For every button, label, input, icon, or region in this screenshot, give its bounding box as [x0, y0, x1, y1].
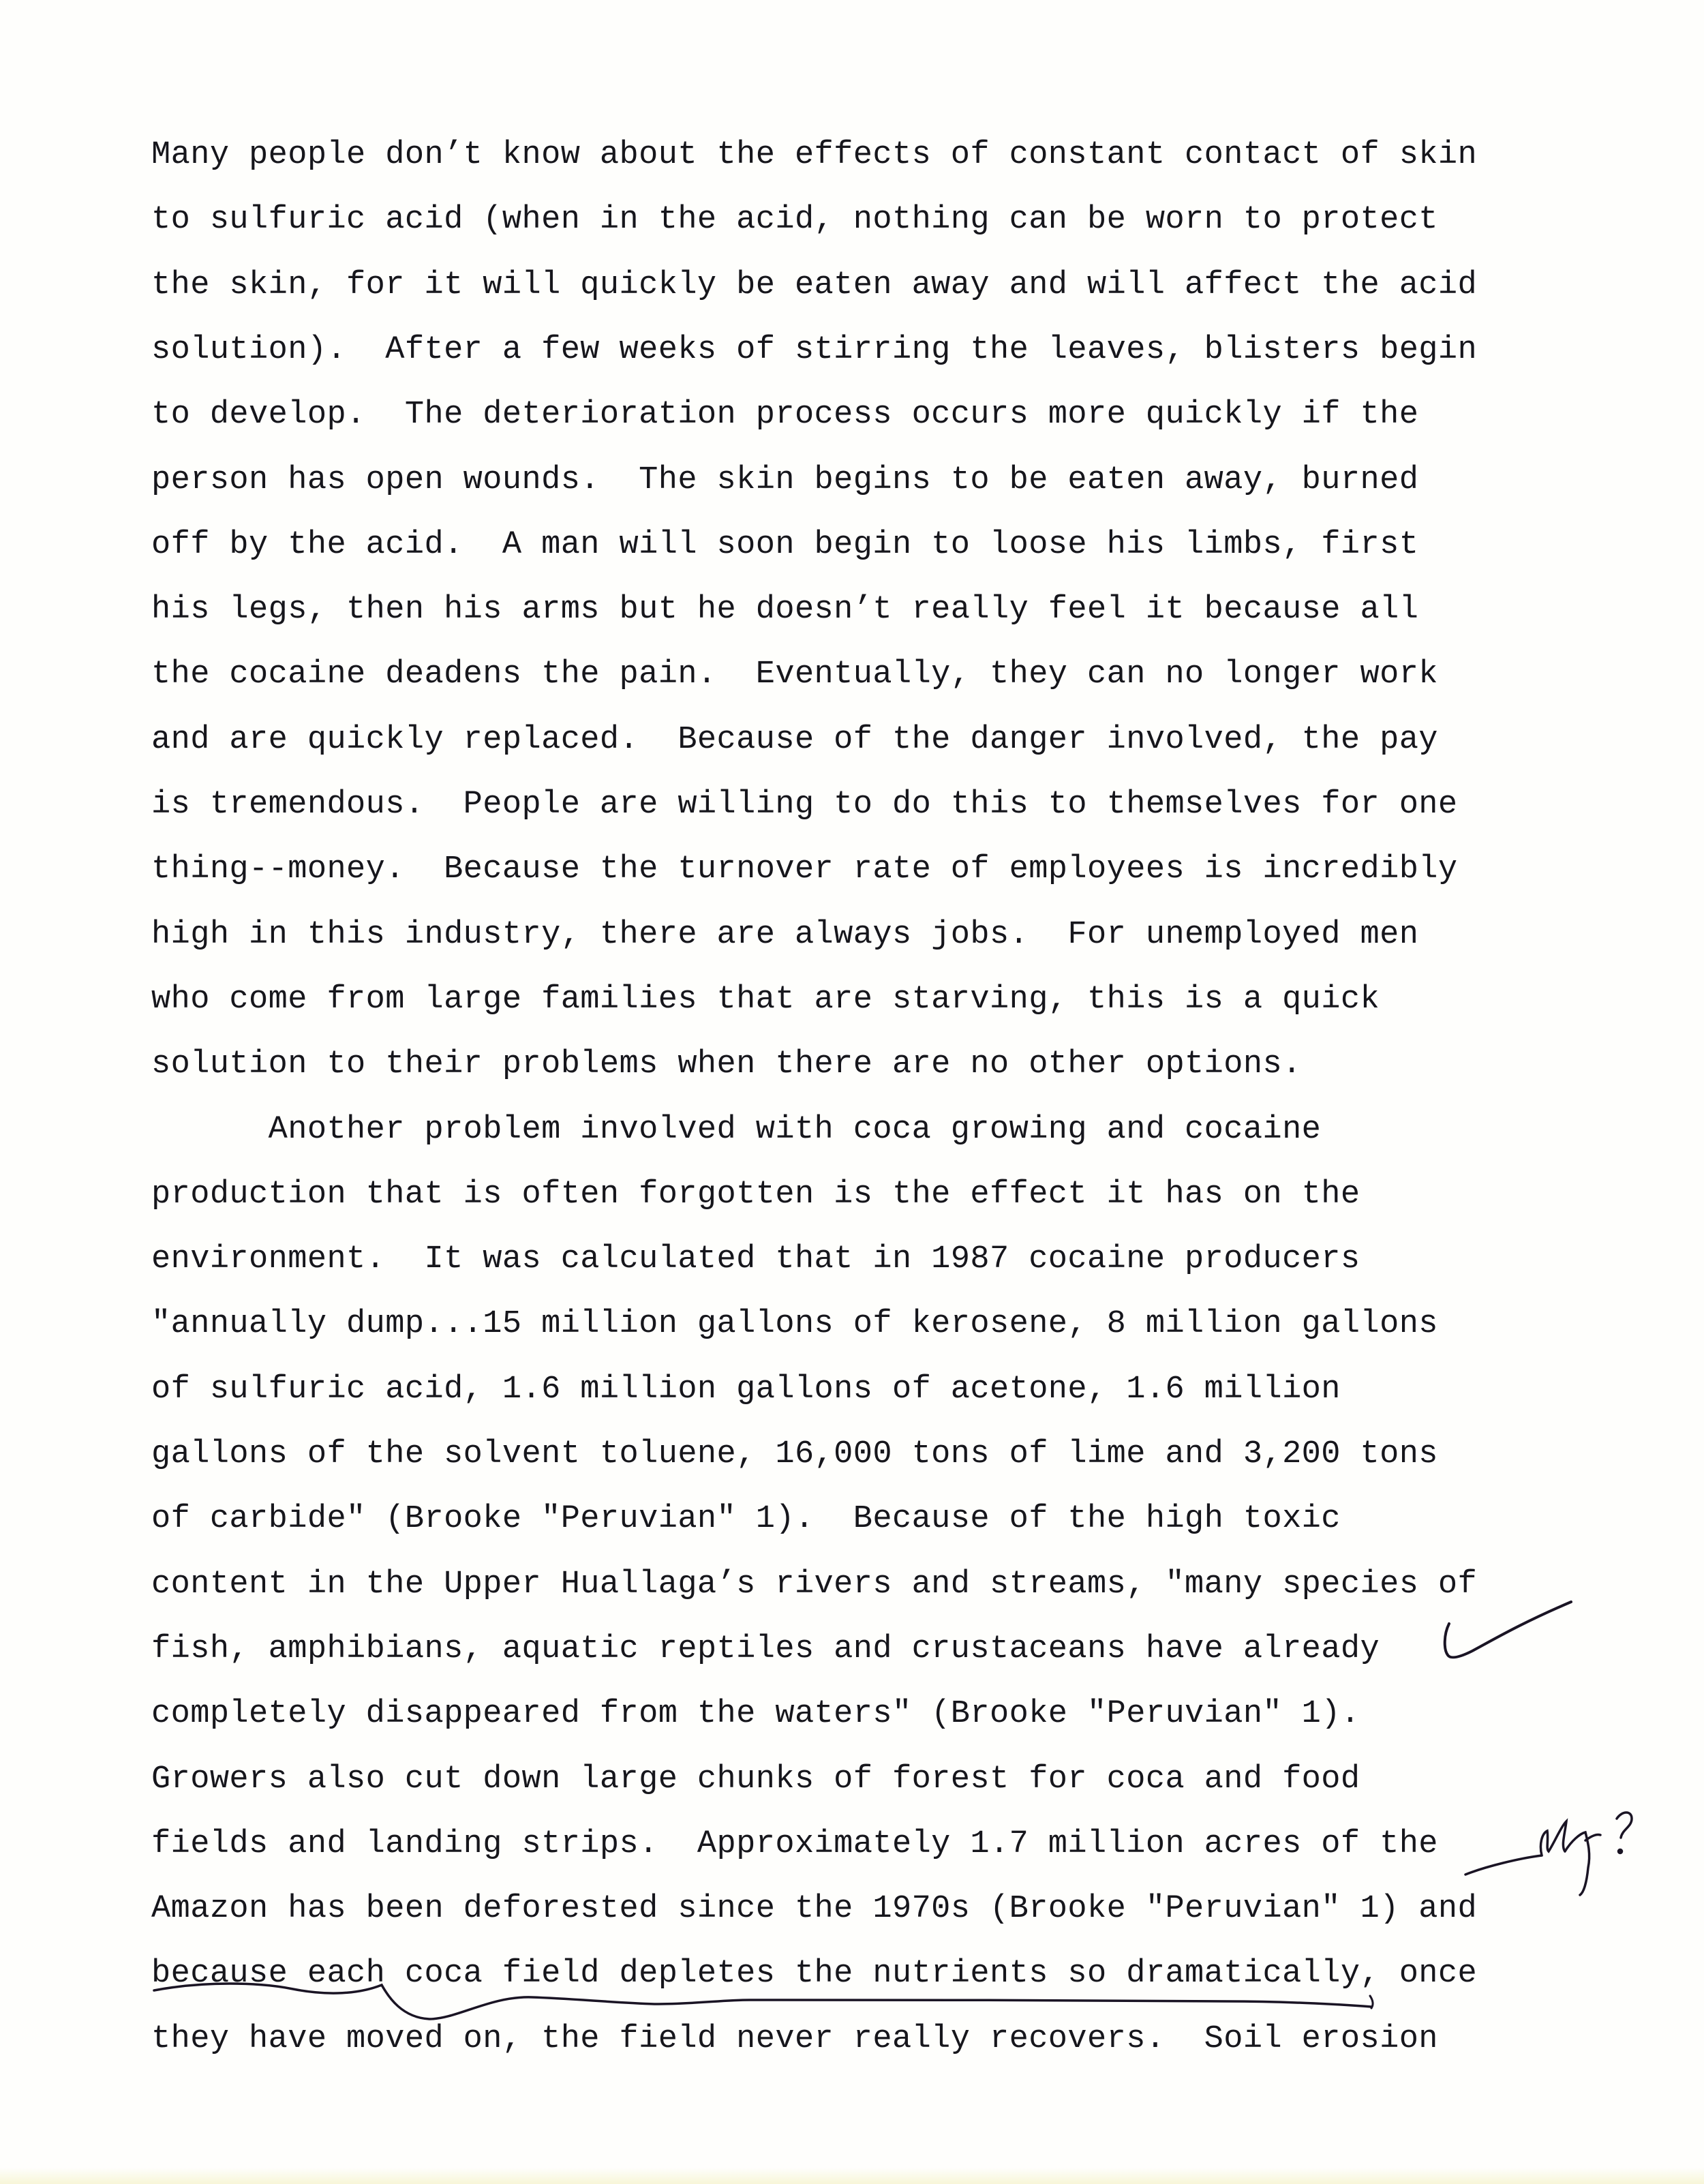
- text-line: completely disappeared from the waters" (Brooke "Peruvian" 1).: [151, 1696, 1360, 1733]
- text-line: Many people don’t know about the effects of constant contact of skin: [151, 137, 1478, 173]
- text-line: Amazon has been deforested since the 1970s (Brooke "Peruvian" 1) and: [151, 1891, 1478, 1928]
- text-line: solution to their problems when there are no other options.: [151, 1046, 1302, 1083]
- text-line: Growers also cut down large chunks of forest for coca and food: [151, 1761, 1360, 1798]
- check-mark: [1445, 1602, 1571, 1657]
- text-line: "annually dump...15 million gallons of kerosene, 8 million gallons: [151, 1306, 1438, 1343]
- text-line: gallons of the solvent toluene, 16,000 tons of lime and 3,200 tons: [151, 1436, 1438, 1472]
- text-line: person has open wounds. The skin begins to be eaten away, burned: [151, 461, 1419, 498]
- text-line: to sulfuric acid (when in the acid, nothing can be worn to protect: [151, 202, 1438, 239]
- text-line: thing--money. Because the turnover rate of employees is incredibly: [151, 851, 1458, 888]
- text-line: of carbide" (Brooke "Peruvian" 1). Because of the high toxic: [151, 1501, 1341, 1538]
- underline-annotation: [154, 1984, 1371, 2019]
- text-line: to develop. The deterioration process occurs more quickly if the: [151, 397, 1419, 434]
- text-line: environment. It was calculated that in 1987 cocaine producers: [151, 1241, 1360, 1278]
- text-line: and are quickly replaced. Because of the danger involved, the pay: [151, 721, 1438, 758]
- text-line: Another problem involved with coca growing and cocaine: [151, 1111, 1322, 1148]
- text-line: solution). After a few weeks of stirring the leaves, blisters begin: [151, 331, 1478, 368]
- text-line: who come from large families that are starving, this is a quick: [151, 981, 1380, 1018]
- text-line: fish, amphibians, aquatic reptiles and crustaceans have already: [151, 1631, 1380, 1667]
- text-line: content in the Upper Huallaga’s rivers and streams, "many species of: [151, 1566, 1478, 1603]
- page-edge: [0, 2168, 1704, 2184]
- text-line: his legs, then his arms but he doesn’t really feel it because all: [151, 592, 1419, 628]
- text-line: the skin, for it will quickly be eaten away and will affect the acid: [151, 267, 1478, 303]
- text-line: production that is often forgotten is the effect it has on the: [151, 1176, 1360, 1213]
- text-line: fields and landing strips. Approximately 1.7 million acres of the: [151, 1825, 1438, 1862]
- margin-note-why: [1465, 1813, 1632, 1895]
- text-line: they have moved on, the field never really recovers. Soil erosion: [151, 2020, 1438, 2057]
- text-line: is tremendous. People are willing to do this to themselves for one: [151, 787, 1458, 823]
- text-line: of sulfuric acid, 1.6 million gallons of acetone, 1.6 million: [151, 1371, 1341, 1408]
- text-line: because each coca field depletes the nutrients so dramatically, once: [151, 1956, 1478, 1992]
- text-line: off by the acid. A man will soon begin to loose his limbs, first: [151, 526, 1419, 563]
- text-line: the cocaine deadens the pain. Eventually, they can no longer work: [151, 656, 1438, 693]
- text-line: high in this industry, there are always jobs. For unemployed men: [151, 916, 1419, 953]
